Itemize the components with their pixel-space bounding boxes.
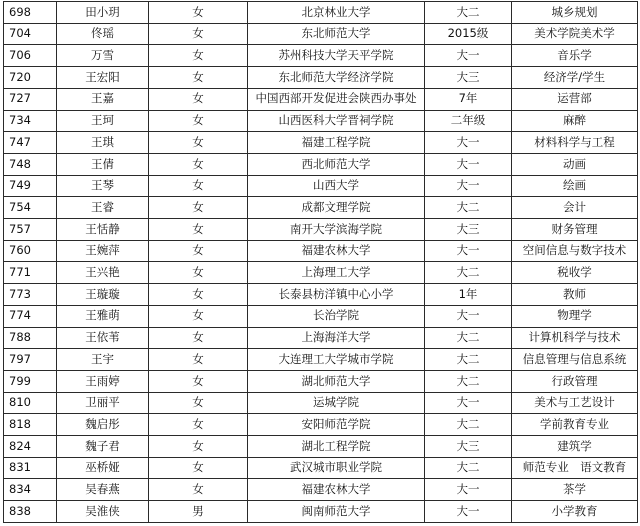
table-row	[4, 479, 638, 501]
school-cell: 福建农林大学	[248, 240, 425, 262]
gender-cell: 女	[149, 284, 248, 306]
school-cell: 武汉城市职业学院	[248, 457, 425, 479]
name-cell: 王婉萍	[57, 240, 149, 262]
major-cell: 美术学院美术学	[512, 23, 638, 45]
table-row	[4, 175, 638, 197]
gender-cell: 女	[149, 262, 248, 284]
major-cell: 教师	[512, 284, 638, 306]
grade-cell: 大二	[425, 457, 512, 479]
table-row	[4, 197, 638, 219]
grade-cell: 大二	[425, 2, 512, 24]
name-cell: 王倩	[57, 153, 149, 175]
major-cell: 材料科学与工程	[512, 132, 638, 154]
grade-cell: 2015级	[425, 23, 512, 45]
table-row	[4, 110, 638, 132]
school-cell: 闽南师范大学	[248, 501, 425, 523]
id-cell: 818	[4, 414, 57, 436]
table-row	[4, 392, 638, 414]
school-cell: 中国西部开发促进会陕西办事处	[248, 88, 425, 110]
id-cell: 773	[4, 284, 57, 306]
table-row	[4, 219, 638, 241]
gender-cell: 男	[149, 501, 248, 523]
name-cell: 王雨婷	[57, 370, 149, 392]
table-row	[4, 23, 638, 45]
table-row	[4, 240, 638, 262]
major-cell: 财务管理	[512, 219, 638, 241]
major-cell: 物理学	[512, 305, 638, 327]
major-cell: 税收学	[512, 262, 638, 284]
school-cell: 安阳师范学院	[248, 414, 425, 436]
school-cell: 山西大学	[248, 175, 425, 197]
id-cell: 788	[4, 327, 57, 349]
gender-cell: 女	[149, 175, 248, 197]
grade-cell: 大二	[425, 262, 512, 284]
gender-cell: 女	[149, 436, 248, 458]
grade-cell: 二年级	[425, 110, 512, 132]
major-cell: 师范专业 语文教育	[512, 457, 638, 479]
id-cell: 748	[4, 153, 57, 175]
major-cell: 音乐学	[512, 45, 638, 67]
grade-cell: 7年	[425, 88, 512, 110]
grade-cell: 大二	[425, 327, 512, 349]
id-cell: 810	[4, 392, 57, 414]
id-cell: 797	[4, 349, 57, 371]
gender-cell: 女	[149, 219, 248, 241]
major-cell: 经济学/学生	[512, 67, 638, 89]
name-cell: 王琴	[57, 175, 149, 197]
name-cell: 王兴艳	[57, 262, 149, 284]
name-cell: 吴淮侠	[57, 501, 149, 523]
grade-cell: 大二	[425, 370, 512, 392]
major-cell: 信息管理与信息系统	[512, 349, 638, 371]
grade-cell: 大一	[425, 501, 512, 523]
gender-cell: 女	[149, 457, 248, 479]
table-row	[4, 67, 638, 89]
school-cell: 东北师范大学经济学院	[248, 67, 425, 89]
id-cell: 760	[4, 240, 57, 262]
major-cell: 美术与工艺设计	[512, 392, 638, 414]
school-cell: 福建工程学院	[248, 132, 425, 154]
name-cell: 卫丽平	[57, 392, 149, 414]
school-cell: 东北师范大学	[248, 23, 425, 45]
table-row	[4, 284, 638, 306]
gender-cell: 女	[149, 110, 248, 132]
gender-cell: 女	[149, 2, 248, 24]
name-cell: 吴春燕	[57, 479, 149, 501]
major-cell: 会计	[512, 197, 638, 219]
major-cell: 运营部	[512, 88, 638, 110]
school-cell: 苏州科技大学天平学院	[248, 45, 425, 67]
id-cell: 774	[4, 305, 57, 327]
school-cell: 上海理工大学	[248, 262, 425, 284]
school-cell: 西北师范大学	[248, 153, 425, 175]
gender-cell: 女	[149, 197, 248, 219]
name-cell: 万雪	[57, 45, 149, 67]
table-row	[4, 327, 638, 349]
major-cell: 小学教育	[512, 501, 638, 523]
name-cell: 魏启彤	[57, 414, 149, 436]
major-cell: 行政管理	[512, 370, 638, 392]
id-cell: 727	[4, 88, 57, 110]
major-cell: 空间信息与数字技术	[512, 240, 638, 262]
grade-cell: 大三	[425, 67, 512, 89]
school-cell: 北京林业大学	[248, 2, 425, 24]
major-cell: 动画	[512, 153, 638, 175]
major-cell: 茶学	[512, 479, 638, 501]
school-cell: 上海海洋大学	[248, 327, 425, 349]
school-cell: 湖北师范大学	[248, 370, 425, 392]
id-cell: 824	[4, 436, 57, 458]
name-cell: 王宇	[57, 349, 149, 371]
gender-cell: 女	[149, 45, 248, 67]
school-cell: 山西医科大学晋祠学院	[248, 110, 425, 132]
id-cell: 698	[4, 2, 57, 24]
table-row	[4, 305, 638, 327]
major-cell: 学前教育专业	[512, 414, 638, 436]
gender-cell: 女	[149, 153, 248, 175]
school-cell: 成都文理学院	[248, 197, 425, 219]
school-cell: 长治学院	[248, 305, 425, 327]
id-cell: 720	[4, 67, 57, 89]
major-cell: 绘画	[512, 175, 638, 197]
gender-cell: 女	[149, 349, 248, 371]
name-cell: 巫桥娅	[57, 457, 149, 479]
id-cell: 834	[4, 479, 57, 501]
table-row	[4, 457, 638, 479]
name-cell: 王璇璇	[57, 284, 149, 306]
major-cell: 城乡规划	[512, 2, 638, 24]
name-cell: 魏子君	[57, 436, 149, 458]
grade-cell: 大一	[425, 392, 512, 414]
table-row	[4, 414, 638, 436]
gender-cell: 女	[149, 67, 248, 89]
name-cell: 佟瑶	[57, 23, 149, 45]
table-row	[4, 262, 638, 284]
name-cell: 王依苇	[57, 327, 149, 349]
table-row	[4, 436, 638, 458]
name-cell: 田小玥	[57, 2, 149, 24]
name-cell: 王琪	[57, 132, 149, 154]
id-cell: 704	[4, 23, 57, 45]
grade-cell: 1年	[425, 284, 512, 306]
gender-cell: 女	[149, 132, 248, 154]
table-row	[4, 153, 638, 175]
table-row	[4, 45, 638, 67]
grade-cell: 大一	[425, 132, 512, 154]
table-row	[4, 88, 638, 110]
grade-cell: 大一	[425, 45, 512, 67]
table-row	[4, 2, 638, 24]
table-row	[4, 501, 638, 523]
name-cell: 王嘉	[57, 88, 149, 110]
gender-cell: 女	[149, 370, 248, 392]
id-cell: 757	[4, 219, 57, 241]
school-cell: 长泰县枋洋镇中心小学	[248, 284, 425, 306]
name-cell: 王睿	[57, 197, 149, 219]
name-cell: 王宏阳	[57, 67, 149, 89]
id-cell: 747	[4, 132, 57, 154]
id-cell: 771	[4, 262, 57, 284]
name-cell: 王珂	[57, 110, 149, 132]
grade-cell: 大二	[425, 414, 512, 436]
gender-cell: 女	[149, 392, 248, 414]
id-cell: 749	[4, 175, 57, 197]
roster-table	[3, 1, 638, 523]
id-cell: 831	[4, 457, 57, 479]
roster-table-body	[4, 2, 638, 523]
grade-cell: 大二	[425, 197, 512, 219]
school-cell: 运城学院	[248, 392, 425, 414]
gender-cell: 女	[149, 23, 248, 45]
school-cell: 大连理工大学城市学院	[248, 349, 425, 371]
id-cell: 754	[4, 197, 57, 219]
major-cell: 建筑学	[512, 436, 638, 458]
name-cell: 王雅萌	[57, 305, 149, 327]
table-row	[4, 370, 638, 392]
grade-cell: 大二	[425, 349, 512, 371]
grade-cell: 大三	[425, 219, 512, 241]
grade-cell: 大一	[425, 479, 512, 501]
major-cell: 计算机科学与技术	[512, 327, 638, 349]
gender-cell: 女	[149, 240, 248, 262]
gender-cell: 女	[149, 414, 248, 436]
gender-cell: 女	[149, 88, 248, 110]
grade-cell: 大三	[425, 436, 512, 458]
table-row	[4, 349, 638, 371]
school-cell: 福建农林大学	[248, 479, 425, 501]
grade-cell: 大一	[425, 305, 512, 327]
id-cell: 838	[4, 501, 57, 523]
gender-cell: 女	[149, 305, 248, 327]
school-cell: 湖北工程学院	[248, 436, 425, 458]
grade-cell: 大一	[425, 175, 512, 197]
name-cell: 王恬静	[57, 219, 149, 241]
id-cell: 799	[4, 370, 57, 392]
id-cell: 706	[4, 45, 57, 67]
gender-cell: 女	[149, 327, 248, 349]
gender-cell: 女	[149, 479, 248, 501]
school-cell: 南开大学滨海学院	[248, 219, 425, 241]
grade-cell: 大一	[425, 153, 512, 175]
table-row	[4, 132, 638, 154]
grade-cell: 大一	[425, 240, 512, 262]
major-cell: 麻醉	[512, 110, 638, 132]
id-cell: 734	[4, 110, 57, 132]
